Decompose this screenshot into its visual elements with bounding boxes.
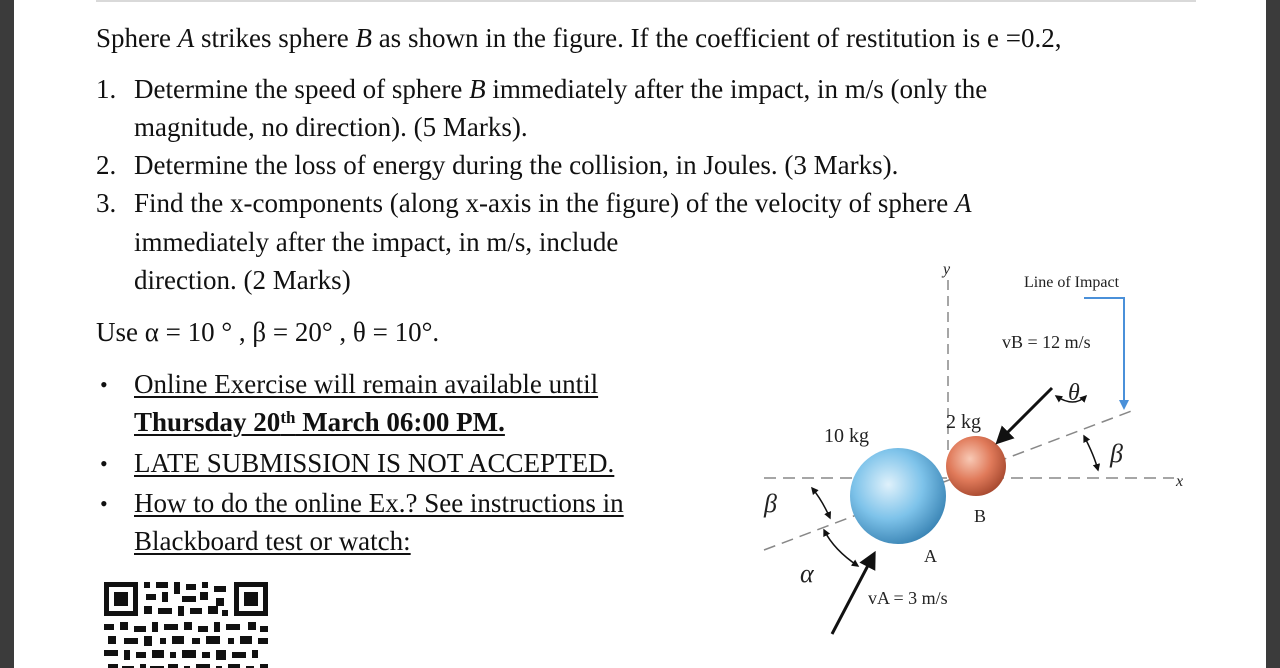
impact-pointer-arrow xyxy=(1084,298,1124,408)
intro-text-2: strikes sphere xyxy=(194,23,356,53)
bullet-1-line-1: Online Exercise will remain available until xyxy=(134,369,599,399)
item-3-var: A xyxy=(955,188,972,218)
sphere-b-label: B xyxy=(974,506,987,526)
va-label: vA = 3 m/s xyxy=(868,588,948,608)
alpha-arc xyxy=(824,530,858,566)
alpha-symbol: α xyxy=(800,559,814,588)
bullet-1-line-2 xyxy=(134,406,505,438)
item-1-var: B xyxy=(469,74,486,104)
qr-code-icon[interactable] xyxy=(102,578,270,668)
bullet-3-line-2[interactable]: Blackboard test or watch: xyxy=(134,526,411,556)
item-3-line-2: immediately after the impact, in m/s, include xyxy=(134,227,619,257)
deadline-time: March 06:00 PM. xyxy=(295,407,505,437)
line-of-impact-label: Line of Impact xyxy=(1024,274,1120,291)
item-1-number: 1. xyxy=(96,74,117,104)
item-1-text-post: immediately after the impact, in m/s (only the xyxy=(485,74,988,104)
given-values: Use α = 10 ° , β = 20° , θ = 10°. xyxy=(96,317,440,347)
intro-text-1: Sphere xyxy=(96,23,178,53)
bullet-3-line-1[interactable]: How to do the online Ex.? See instructions in xyxy=(134,488,624,518)
vb-label: vB = 12 m/s xyxy=(1002,332,1091,352)
beta-symbol-right: β xyxy=(1110,439,1123,468)
x-axis-label: x xyxy=(1176,473,1184,490)
item-2-number: 2. xyxy=(96,150,117,180)
item-3-line-3: direction. (2 Marks) xyxy=(134,265,351,295)
bullet-2-glyph: • xyxy=(100,451,108,476)
sphere-a xyxy=(850,448,946,544)
item-2-line-1: Determine the loss of energy during the collision, in Joules. (3 Marks). xyxy=(134,150,899,180)
top-divider xyxy=(96,0,1196,2)
intro-var-b: B xyxy=(355,23,372,53)
bullet-1-glyph: • xyxy=(100,372,108,397)
bullet-3-glyph: • xyxy=(100,491,108,516)
deadline-sup: th xyxy=(280,408,296,427)
item-1-line-1 xyxy=(134,73,987,105)
sphere-a-label: A xyxy=(924,546,937,566)
sphere-b-mass: 2 kg xyxy=(946,411,981,433)
item-3-number: 3. xyxy=(96,188,117,218)
item-1-line-2: magnitude, no direction). (5 Marks). xyxy=(134,112,528,142)
vb-arrow xyxy=(998,388,1052,442)
intro-var-a: A xyxy=(177,23,195,53)
problem-intro xyxy=(96,22,1062,54)
intro-text-3: as shown in the figure. If the coefficient of restitution is e =0.2, xyxy=(371,23,1062,53)
item-1-text: Determine the speed of sphere xyxy=(134,74,470,104)
beta-arc-left xyxy=(812,488,830,518)
item-3-text: Find the x-components (along x-axis in the figure) of the velocity of sphere xyxy=(134,188,956,218)
document-page xyxy=(14,0,1266,668)
beta-symbol-left: β xyxy=(764,489,777,518)
sphere-b xyxy=(946,436,1006,496)
deadline-day: Thursday 20 xyxy=(134,407,281,437)
sphere-a-mass: 10 kg xyxy=(824,425,869,447)
collision-figure xyxy=(734,250,1214,650)
bullet-2-text: LATE SUBMISSION IS NOT ACCEPTED. xyxy=(134,448,615,478)
beta-arc-right xyxy=(1084,436,1098,470)
item-3-line-1 xyxy=(134,187,972,219)
theta-symbol: θ xyxy=(1068,380,1080,406)
y-axis-label: y xyxy=(943,261,951,278)
